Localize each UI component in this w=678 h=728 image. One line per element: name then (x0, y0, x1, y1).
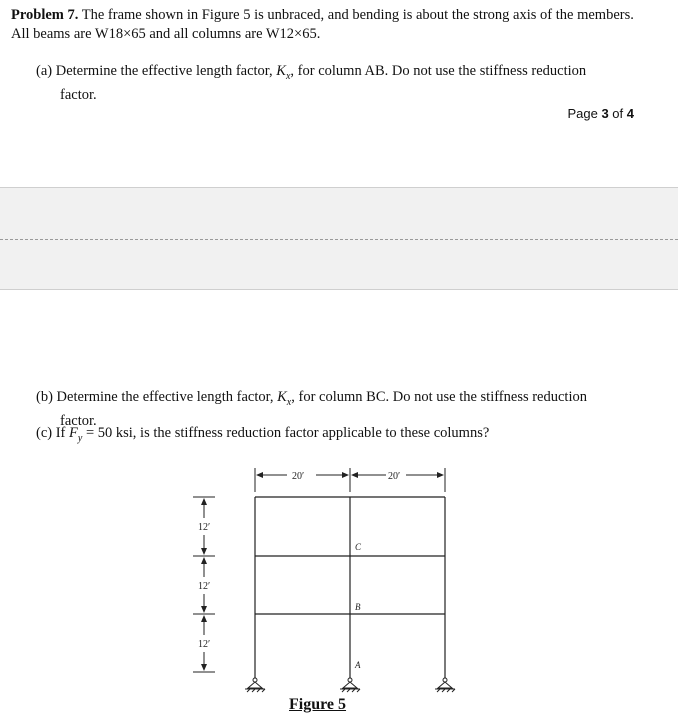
part-b-k-sub: x (286, 396, 292, 408)
part-b-post: , for column BC. Do not use the stiffness reduction (291, 389, 587, 405)
part-a-k: K (276, 63, 286, 79)
page-total: 4 (626, 106, 634, 121)
arrowhead (437, 472, 444, 478)
page-prefix: Page (567, 106, 602, 121)
point-a-label: A (355, 660, 361, 670)
part-b-line1 (36, 388, 636, 412)
arrowhead (256, 472, 263, 478)
part-c-f: F (69, 425, 78, 441)
part-b-pre: Determine the effective length factor, (56, 389, 278, 405)
arrowhead (201, 615, 207, 622)
part-a (36, 62, 636, 105)
part-b-line2: factor. (60, 412, 97, 429)
arrowhead (351, 472, 358, 478)
point-c-label: C (355, 542, 362, 552)
arrowhead (342, 472, 349, 478)
story-label-2: 12′ (198, 581, 211, 592)
story-label-3: 12′ (198, 639, 211, 650)
part-a-line2: factor. (60, 86, 97, 103)
problem-text: The frame shown in Figure 5 is unbraced, and bending is about the strong axis of the members. All beams are W18×65 and all columns are W12×65. (11, 7, 634, 42)
span-label-1: 20′ (292, 471, 305, 482)
figure-caption: Figure 5 (289, 696, 347, 713)
arrowhead (201, 557, 207, 564)
part-c (36, 424, 636, 448)
part-a-k-sub: x (285, 70, 291, 82)
pin-support-middle (340, 678, 360, 692)
problem-label: Problem 7. (11, 7, 79, 23)
part-a-post: , for column AB. Do not use the stiffness reduction (290, 63, 587, 79)
part-c-pre: If (55, 425, 70, 441)
part-a-line1 (36, 62, 636, 86)
page-break-bottom (0, 240, 678, 290)
page-indicator (567, 106, 634, 121)
page-current: 3 (601, 106, 609, 121)
story-label-1: 12′ (198, 522, 211, 533)
part-c-f-sub: y (77, 432, 83, 444)
span-label-2: 20′ (388, 471, 401, 482)
arrowhead (201, 548, 207, 555)
pin-support-left (245, 678, 265, 692)
part-c-post: = 50 ksi, is the stiffness reduction factor applicable to these columns? (82, 425, 490, 441)
arrowhead (201, 606, 207, 613)
arrowhead (201, 498, 207, 505)
part-c-label: (c) (36, 425, 53, 441)
frame-figure (0, 455, 678, 695)
part-b-k: K (277, 389, 287, 405)
arrowhead (201, 664, 207, 671)
part-a-label: (a) (36, 63, 53, 79)
pin-support-right (435, 678, 455, 692)
page-break-top (0, 187, 678, 240)
point-b-label: B (355, 602, 361, 612)
page-of: of (608, 106, 627, 121)
part-a-pre: Determine the effective length factor, (55, 63, 277, 79)
problem-statement (11, 6, 651, 44)
part-b-label: (b) (36, 389, 53, 405)
